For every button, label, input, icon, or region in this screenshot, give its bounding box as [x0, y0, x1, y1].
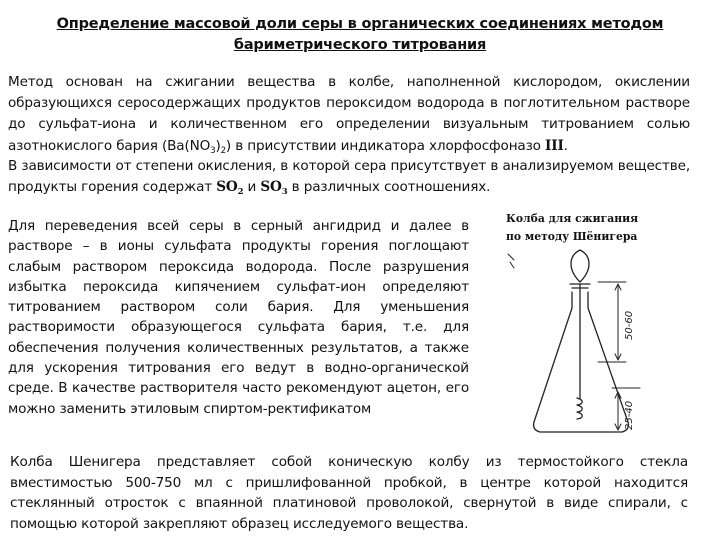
dimension-label-upper: 50-60 [624, 310, 635, 340]
title-line-1: Определение массовой доли серы в органических соединениях методом [56, 16, 664, 32]
figure-caption [506, 210, 656, 246]
oxidation-text: В зависимости от степени окисления, в которой сера присутствует в анализируемом веществе, продукты горения содержат [8, 158, 690, 196]
caption-line-1: Колба для сжигания [506, 212, 639, 225]
nitrate-count-subscript: 2 [220, 145, 226, 156]
method-text-end: . [563, 137, 568, 154]
absorption-paragraph: Для переведения всей серы в серный ангидрид и далее в растворе – в ионы сульфата продукты горения поглощают слабым раствором пероксида водорода. После разрушения избытка пероксида кипячением сульфат-ион определяют титрованием раствором соли бария. Для уменьшения растворимости образующегося сульфата бария, т.е. для обеспечения получения количественных результатов, а также для ускорения титрования его ведут в водно-органической среде. В качестве растворителя часто рекомендуют ацетон, его можно заменить этиловым спиртом-ректификатом [8, 218, 469, 417]
so2-subscript: 2 [237, 187, 244, 198]
oxidation-paragraph [8, 156, 690, 198]
title-line-2: бариметрического титрования [233, 37, 487, 53]
left-tick [508, 254, 514, 268]
method-text-bracket: ) [215, 137, 221, 154]
indicator-roman-numeral: III [545, 137, 564, 154]
method-text-indicator: ) в присутствии индикатора хлорфосфоназо [225, 137, 546, 154]
flask-description-paragraph: Колба Шенигера представляет собой коническую колбу из термостойкого стекла вместимостью 500-750 мл с пришлифованной пробкой, в центре которой находится стеклянный отросток с впаянной платиновой проволокой, свернутой в виде спирали, с помощью которой закрепляют образец исследуемого вещества. [10, 454, 688, 532]
oxidation-conjunction: и [243, 179, 261, 196]
page-title [40, 14, 680, 56]
method-text: Метод основан на сжигании вещества в колбе, наполненной кислородом, окислении образующихся серосодержащих продуктов пероксидом водорода в поглотительном растворе до сульфат-иона и количественном его определении визуальным титрованием солью азотнокислого бария (Ba(NO [8, 74, 690, 154]
platinum-spiral [577, 398, 582, 419]
so2-formula: SO [216, 179, 238, 196]
flask-stopper [571, 250, 589, 282]
nitrate-subscript: 3 [210, 145, 216, 156]
oxidation-text-end: в различных соотношениях. [287, 179, 491, 196]
so3-formula: SO [260, 179, 282, 196]
method-paragraph [8, 72, 690, 157]
dimension-label-lower: 25-40 [624, 400, 635, 430]
so3-subscript: 3 [281, 187, 288, 198]
schoeniger-flask-diagram [500, 248, 680, 448]
caption-line-2: по методу Шёнигера [506, 230, 638, 243]
